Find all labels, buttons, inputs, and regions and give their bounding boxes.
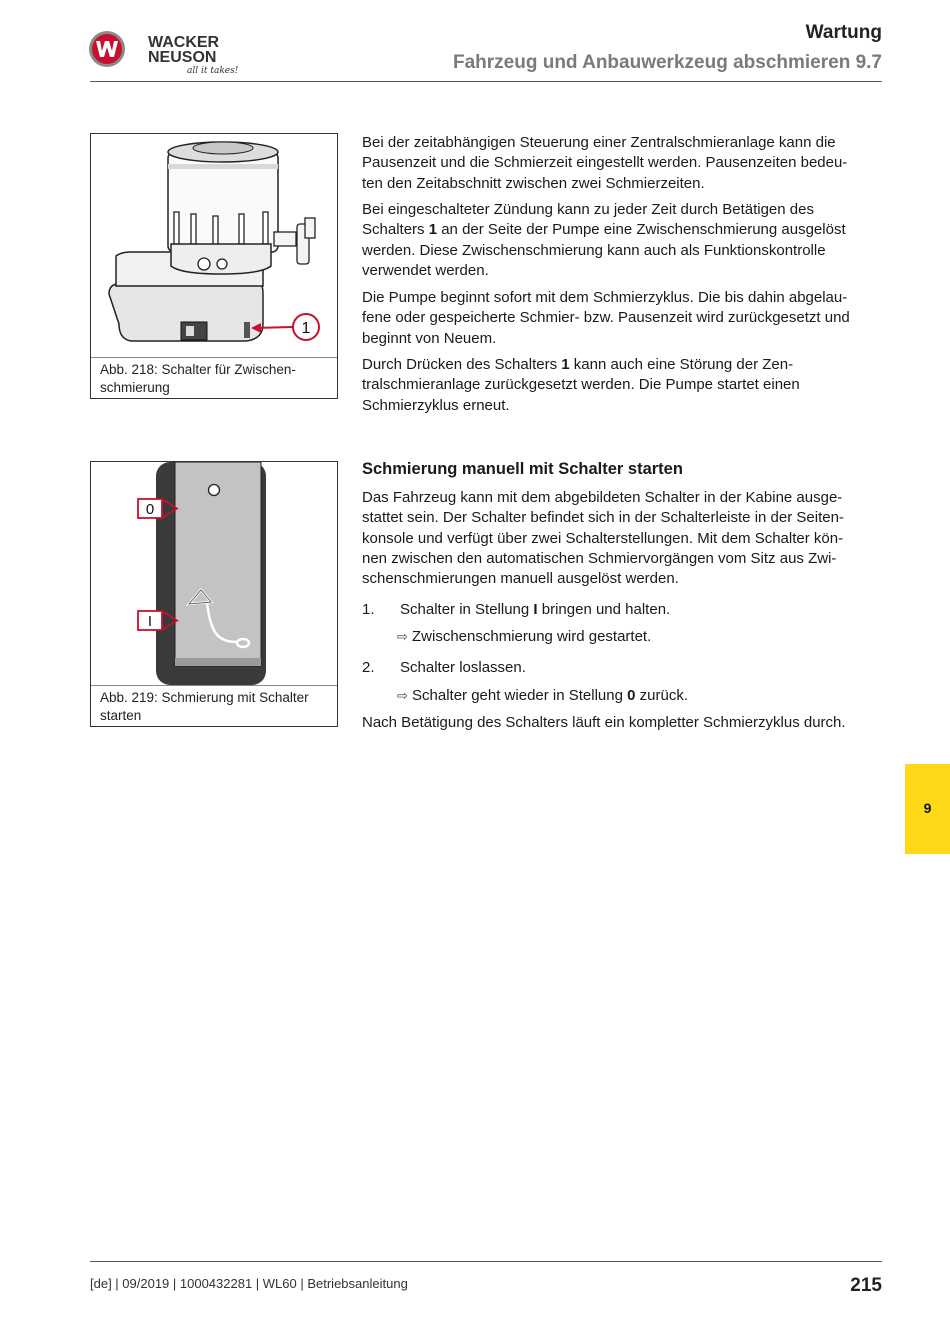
text-line: beginnt von Neuem. — [362, 329, 497, 347]
step-1-text — [400, 601, 670, 618]
text-run: Schalters — [362, 221, 429, 239]
logo-text-wacker: WACKER — [148, 34, 220, 51]
intro-paragraph — [362, 488, 884, 589]
callout-1-label: 1 — [301, 320, 311, 337]
caption-line: Abb. 219: Schmierung mit Schalter — [100, 690, 309, 705]
logo-tagline: all it takes! — [187, 66, 238, 76]
switch-position-1-label: I — [147, 613, 153, 630]
text-line: tralschmieranlage zurückgesetzt werden. Die Pumpe startet einen — [362, 376, 800, 394]
text-line: konsole und verfügt über zwei Schalterstellungen. Mit dem Schalter kön- — [362, 529, 844, 547]
text-line: verwendet werden. — [362, 261, 489, 279]
text-line: Das Fahrzeug kann mit dem abgebildeten Schalter in der Kabine ausge- — [362, 489, 843, 506]
caption-line: Abb. 218: Schalter für Zwischen- — [100, 362, 296, 377]
figure-219 — [90, 461, 338, 727]
page-number: 215 — [850, 1275, 882, 1296]
text-line: stattet sein. Der Schalter befindet sich in der Schalterleiste in der Seiten- — [362, 509, 844, 527]
logo-emblem-icon — [88, 28, 238, 76]
step-2-result — [397, 687, 688, 704]
caption-divider — [91, 685, 337, 686]
switch-position-0-label: 0 — [145, 501, 155, 518]
result-text: Schalter geht wieder in Stellung — [412, 687, 628, 704]
text-run: kann auch eine Störung der Zen- — [569, 356, 794, 373]
paragraph-2 — [362, 200, 884, 281]
text-line: werden. Diese Zwischenschmierung kann auch als Funktionskontrolle — [362, 241, 826, 259]
pump-illustration-icon — [91, 134, 337, 358]
wacker-neuson-logo — [88, 28, 238, 76]
caption-line: schmierung — [100, 380, 170, 395]
text-line — [362, 355, 884, 375]
footer-divider — [90, 1261, 882, 1262]
result-text: zurück. — [635, 687, 688, 704]
text-line: Schmierzyklus erneut. — [362, 396, 510, 414]
caption-line: starten — [100, 708, 142, 723]
text-line: nen zwischen den automatischen Schmiervorgängen vom Sitz aus Zwi- — [362, 549, 837, 567]
step-2-text: Schalter loslassen. — [400, 659, 526, 676]
section-heading: Schmierung manuell mit Schalter starten — [362, 460, 683, 478]
caption-divider — [91, 357, 337, 358]
logo-text-neuson: NEUSON — [148, 49, 217, 66]
header-divider — [90, 81, 882, 82]
text-run: an der Seite der Pumpe eine Zwischenschmierung ausgelöst — [437, 221, 846, 239]
text-run: Schalter in Stellung — [400, 601, 534, 618]
switch-number-bold: 1 — [428, 221, 438, 239]
chapter-number: 9 — [923, 800, 932, 816]
text-line — [362, 220, 884, 240]
step-1-result — [397, 628, 651, 645]
switch-position-bold: I — [533, 601, 538, 618]
text-line: Bei eingeschalteter Zündung kann zu jeder Zeit durch Betätigen des — [362, 201, 814, 218]
footer-text: [de] | 09/2019 | 1000432281 | WL60 | Betriebsanleitung — [90, 1276, 408, 1291]
paragraph-3 — [362, 288, 884, 349]
chapter-tab — [905, 764, 950, 854]
section-subtitle: Fahrzeug und Anbauwerkzeug abschmieren 9.7 — [452, 52, 882, 73]
switch-number-bold: 1 — [561, 356, 570, 373]
result-arrow-icon: ⇨ — [397, 629, 408, 644]
paragraph-1 — [362, 133, 884, 194]
switch-position-bold: 0 — [627, 687, 636, 704]
text-line: ten den Zeitabschnitt zwischen zwei Schmierzeiten. — [362, 174, 705, 192]
section-title: Wartung — [805, 22, 882, 43]
rocker-switch-illustration-icon — [91, 462, 337, 686]
result-arrow-icon: ⇨ — [397, 688, 408, 703]
result-text: Zwischenschmierung wird gestartet. — [412, 628, 652, 645]
text-line: Die Pumpe beginnt sofort mit dem Schmierzyklus. Die bis dahin abgelau- — [362, 289, 848, 306]
text-run: bringen und halten. — [537, 601, 671, 618]
text-line: Pausenzeit und die Schmierzeit eingestellt werden. Pausenzeiten bedeu- — [362, 154, 848, 172]
figure-218-caption — [100, 361, 330, 397]
figure-218 — [90, 133, 338, 399]
step-1-number: 1. — [362, 601, 375, 618]
paragraph-4 — [362, 355, 884, 416]
closing-paragraph: Nach Betätigung des Schalters läuft ein kompletter Schmierzyklus durch. — [362, 714, 846, 731]
step-2-number: 2. — [362, 659, 375, 676]
text-run: Durch Drücken des Schalters — [362, 356, 562, 373]
text-line: Bei der zeitabhängigen Steuerung einer Zentralschmieranlage kann die — [362, 134, 836, 151]
figure-219-caption — [100, 689, 330, 725]
text-line: schenschmierungen manuell ausgelöst werden. — [362, 570, 679, 588]
text-line: fene oder gespeicherte Schmier- bzw. Pausenzeit wird zurückgesetzt und — [362, 309, 850, 327]
